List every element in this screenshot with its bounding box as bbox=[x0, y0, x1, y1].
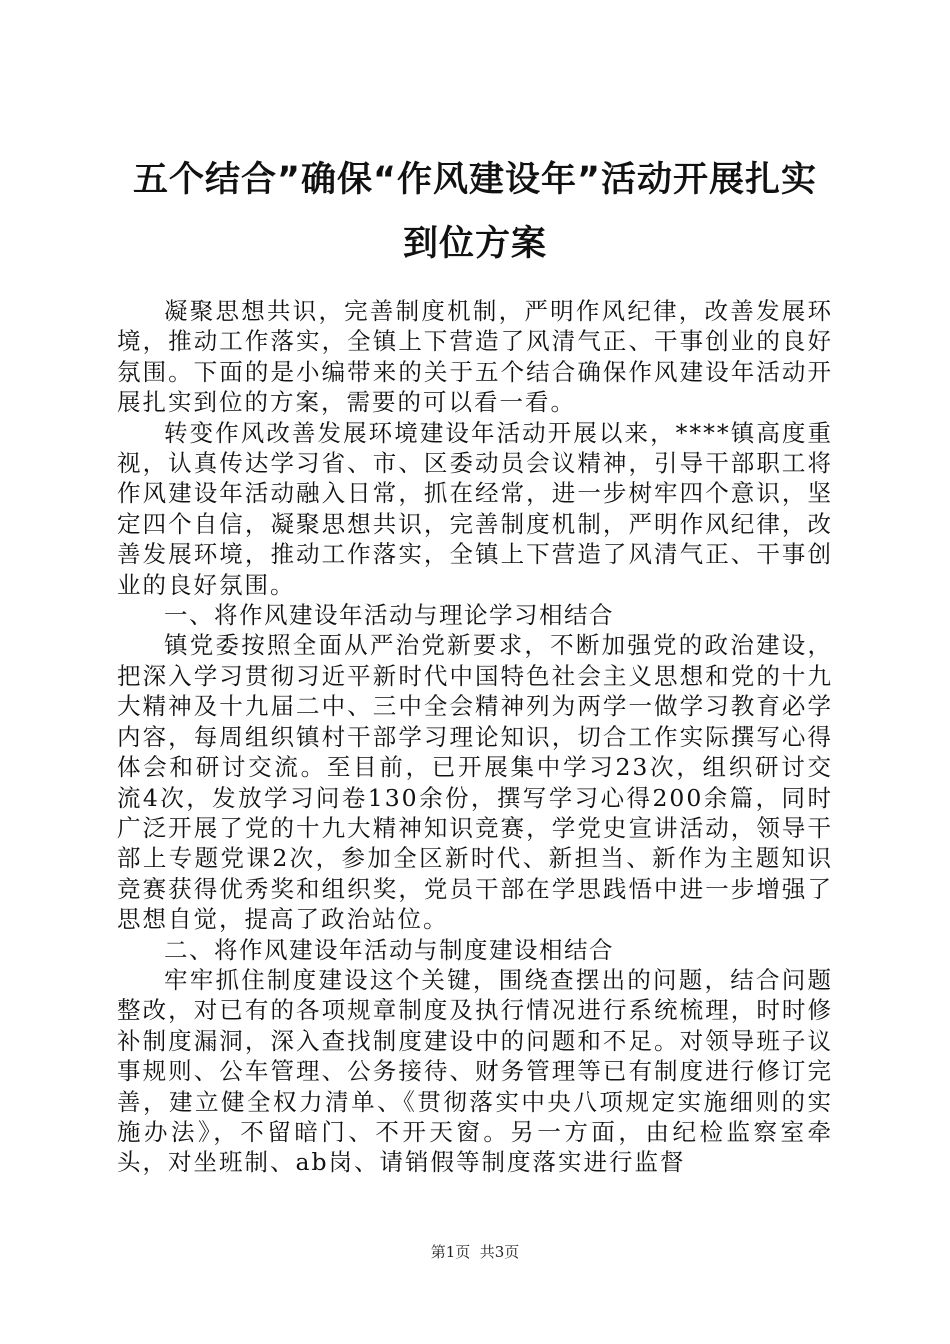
intro-paragraph: 凝聚思想共识，完善制度机制，严明作风纪律，改善发展环境，推动工作落实，全镇上下营造了风清气正、干事创业的良好氛围。下面的是小编带来的关于五个结合确保作风建设年活动开展扎实到位的方案，需要的可以看一看。 bbox=[117, 297, 833, 417]
page-number-footer: 第1页 共3页 bbox=[430, 1243, 520, 1261]
document-title-line-1: 五个结合”确保“作风建设年”活动开展扎实 bbox=[132, 160, 817, 200]
background-paragraph: 转变作风改善发展环境建设年活动开展以来，****镇高度重视，认真传达学习省、市、区委动员会议精神，引导干部职工将作风建设年活动融入日常，抓在经常，进一步树牢四个意识，坚定四个自信，凝聚思想共识，完善制度机制，严明作风纪律，改善发展环境，推动工作落实，全镇上下营造了风清气正、干事创业的良好氛围。 bbox=[117, 418, 833, 599]
section-1-paragraph: 镇党委按照全面从严治党新要求，不断加强党的政治建设，把深入学习贯彻习近平新时代中国特色社会主义思想和党的十九大精神及十九届二中、三中全会精神列为两学一做学习教育必学内容，每周组织镇村干部学习理论知识，切合工作实际撰写心得体会和研讨交流。至目前，已开展集中学习23次，组织研讨交流4次，发放学习问卷130余份，撰写学习心得200余篇，同时广泛开展了党的十九大精神知识竞赛，学党史宣讲活动，领导干部上专题党课2次，参加全区新时代、新担当、新作为主题知识竞赛获得优秀奖和组织奖，党员干部在学思践悟中进一步增强了思想自觉，提高了政治站位。 bbox=[117, 631, 833, 934]
section-2-paragraph: 牢牢抓住制度建设这个关键，围绕查摆出的问题，结合问题整改，对已有的各项规章制度及执行情况进行系统梳理，时时修补制度漏洞，深入查找制度建设中的问题和不足。对领导班子议事规则、公车管理、公务接待、财务管理等已有制度进行修订完善，建立健全权力清单、《贯彻落实中央八项规定实施细则的实施办法》，不留暗门、不开天窗。另一方面，由纪检监察室牵头，对坐班制、ab岗、请销假等制度落实进行监督 bbox=[117, 965, 833, 1177]
section-heading-1: 一、将作风建设年活动与理论学习相结合 bbox=[164, 601, 614, 630]
section-heading-2: 二、将作风建设年活动与制度建设相结合 bbox=[164, 935, 614, 964]
document-title-line-2: 到位方案 bbox=[402, 224, 547, 264]
document-body bbox=[117, 296, 833, 1178]
